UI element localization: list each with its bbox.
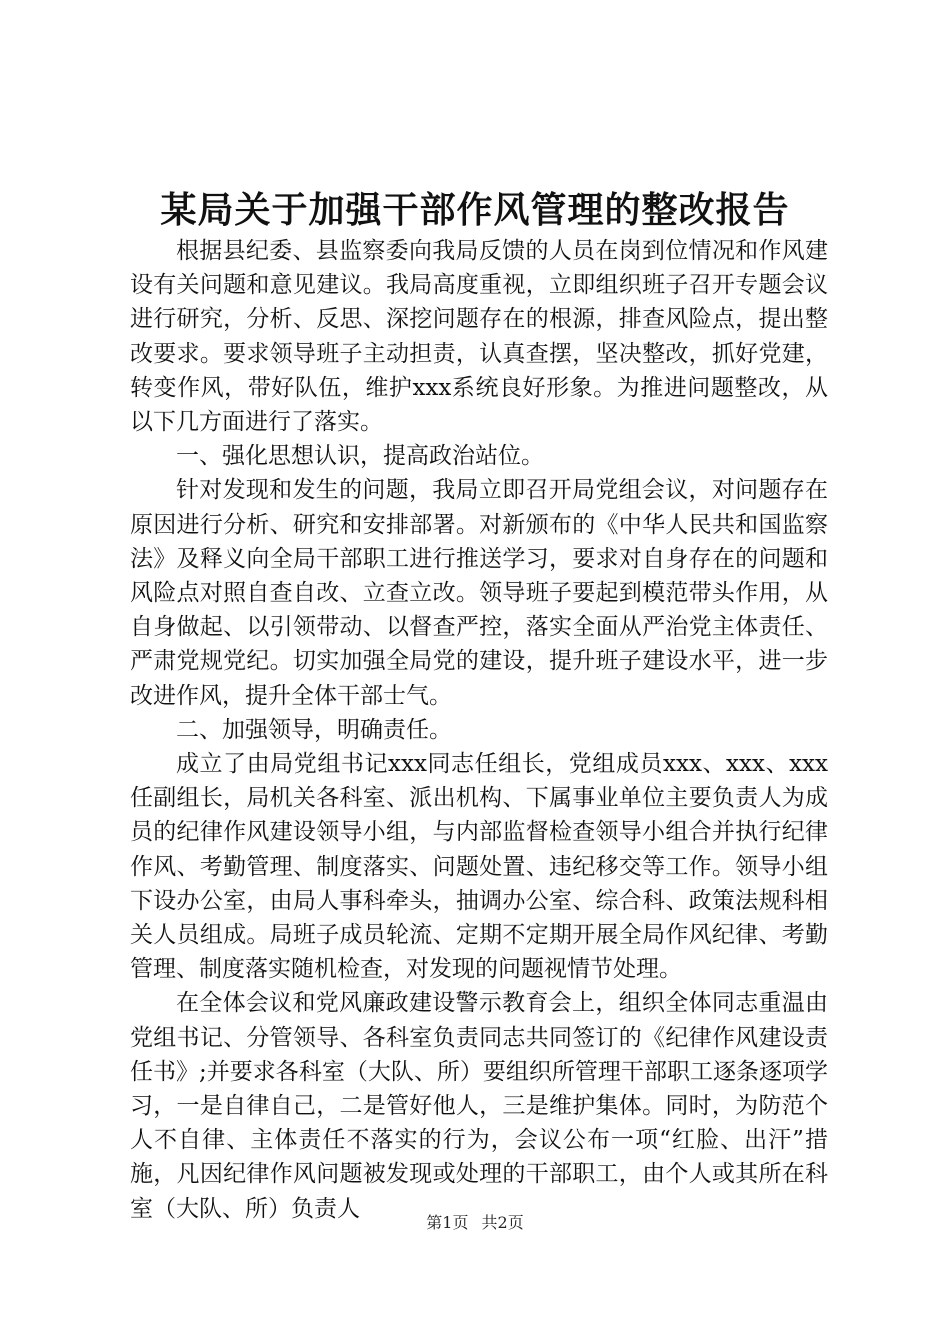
total-pages: 共2页 (481, 1213, 524, 1232)
paragraph-section-2: 成立了由局党组书记xxx同志任组长，党组成员xxx、xxx、xxx任副组长，局机关各科室、派出机构、下属事业单位主要负责人为成员的纪律作风建设领导小组，与内部监督检查领导小组合并执行纪律作风、考勤管理、制度落实、问题处置、违纪移交等工作。领导小组下设办公室，由局人事科牵头，抽调办公室、综合科、政策法规科相关人员组成。局班子成员轮流、定期不定期开展全局作风纪律、考勤管理、制度落实随机检查，对发现的问题视情节处理。 (130, 751, 828, 983)
paragraph-intro: 根据县纪委、县监察委向我局反馈的人员在岗到位情况和作风建设有关问题和意见建议。我局高度重视，立即组织班子召开专题会议进行研究，分析、反思、深挖问题存在的根源，排查风险点，提出整改要求。要求领导班子主动担责，认真查摆，坚决整改，抓好党建，转变作风，带好队伍，维护xxx系统良好形象。为推进问题整改，从以下几方面进行了落实。 (130, 238, 828, 436)
page-footer (0, 1212, 950, 1234)
paragraph-section-2-continued: 在全体会议和党风廉政建设警示教育会上，组织全体同志重温由党组书记、分管领导、各科室负责同志共同签订的《纪律作风建设责任书》;并要求各科室（大队、所）要组织所管理干部职工逐条逐项学习，一是自律自己，二是管好他人，三是维护集体。同时，为防范个人不自律、主体责任不落实的行为，会议公布一项“红脸、出汗”措施，凡因纪律作风问题被发现或处理的干部职工，由个人或其所在科室（大队、所）负责人 (130, 990, 828, 1222)
paragraph-section-1: 针对发现和发生的问题，我局立即召开局党组会议，对问题存在原因进行分析、研究和安排部署。对新颁布的《中华人民共和国监察法》及释义向全局干部职工进行推送学习，要求对自身存在的问题和风险点对照自查自改、立查立改。领导班子要起到模范带头作用，从自身做起、以引领带动、以督查严控，落实全面从严治党主体责任、严肃党规党纪。切实加强全局党的建设，提升班子建设水平，进一步改进作风，提升全体干部士气。 (130, 477, 828, 709)
document-title: 某局关于加强干部作风管理的整改报告 (160, 189, 790, 231)
section-heading-2: 二、加强领导，明确责任。 (176, 716, 452, 743)
section-heading-1: 一、强化思想认识，提高政治站位。 (176, 443, 544, 470)
document-body (130, 234, 828, 1226)
page-number: 第1页 (426, 1213, 469, 1232)
